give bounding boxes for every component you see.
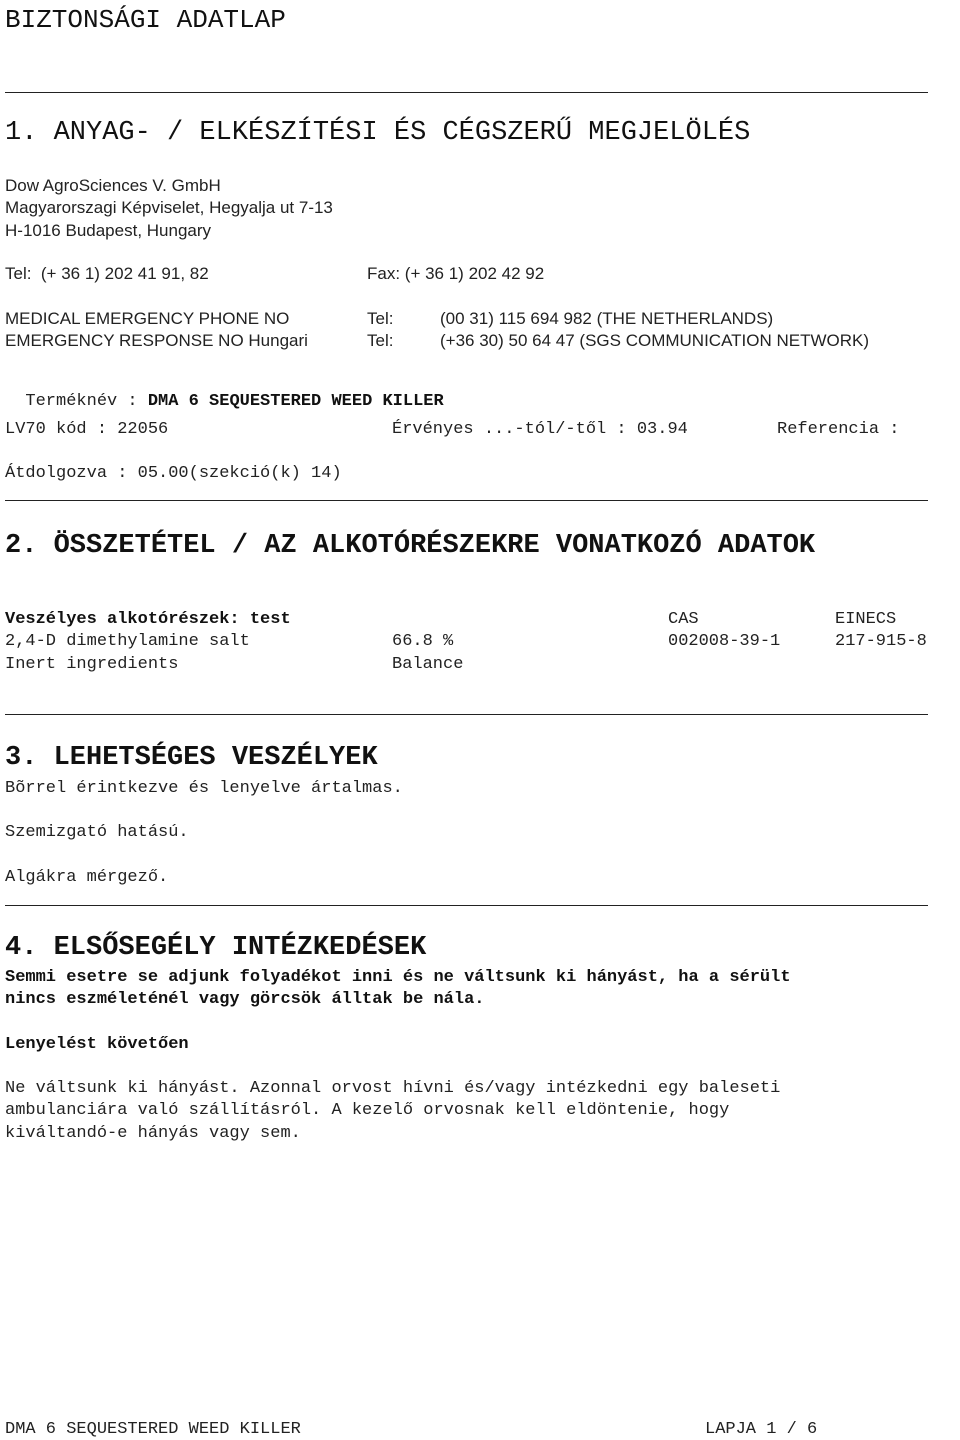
document-title: BIZTONSÁGI ADATLAP (5, 5, 286, 35)
table-header-label: Veszélyes alkotórészek: test (5, 610, 291, 629)
product-label: Terméknév : (25, 392, 148, 411)
hazard-line: Bõrrel érintkezve és lenyelve ártalmas. (5, 779, 403, 798)
table-cell-name: Inert ingredients (5, 655, 179, 674)
ingestion-text: kiváltandó-e hányás vagy sem. (5, 1124, 301, 1143)
hazard-line: Algákra mérgező. (5, 868, 169, 887)
lv70-code: LV70 kód : 22056 (5, 420, 169, 439)
divider (5, 92, 928, 93)
first-aid-warning: nincs eszméleténél vagy görcsök álltak be nála. (5, 990, 485, 1009)
response-tel-label: Tel: (367, 331, 394, 350)
table-cell-einecs: 217-915-8 (835, 632, 927, 651)
product-name: DMA 6 SEQUESTERED WEED KILLER (147, 392, 444, 411)
revised: Átdolgozva : 05.00(szekció(k) 14) (5, 464, 342, 483)
medical-tel-label: Tel: (367, 309, 394, 328)
section-2-heading: 2. ÖSSZETÉTEL / AZ ALKOTÓRÉSZEKRE VONATKOZÓ ADATOK (5, 531, 816, 561)
medical-emergency-phone: (00 31) 115 694 982 (THE NETHERLANDS) (440, 309, 774, 328)
table-cell-amount: 66.8 % (392, 632, 454, 651)
table-cell-name: 2,4-D dimethylamine salt (5, 632, 250, 651)
emergency-response-phone: (+36 30) 50 64 47 (SGS COMMUNICATION NETWORK) (440, 331, 870, 350)
valid-from: Érvényes ...-tól/-től : 03.94 (392, 420, 688, 439)
divider (5, 500, 928, 501)
company-city: H-1016 Budapest, Hungary (5, 221, 212, 240)
emergency-response-label: EMERGENCY RESPONSE NO Hungari (5, 331, 308, 350)
reference: Referencia : (777, 420, 900, 439)
footer-page-number: LAPJA 1 / 6 (705, 1420, 818, 1439)
company-name: Dow AgroSciences V. GmbH (5, 176, 221, 195)
ingestion-subheading: Lenyelést követően (5, 1035, 189, 1054)
table-cell-cas: 002008-39-1 (668, 632, 781, 651)
divider (5, 714, 928, 715)
table-cell-amount: Balance (392, 655, 464, 674)
table-header-einecs: EINECS (835, 610, 897, 629)
section-1-heading: 1. ANYAG- / ELKÉSZÍTÉSI ÉS CÉGSZERŰ MEGJELÖLÉS (5, 118, 751, 148)
company-tel: Tel: (+ 36 1) 202 41 91, 82 (5, 264, 209, 283)
hazard-line: Szemizgató hatású. (5, 823, 189, 842)
company-fax: Fax: (+ 36 1) 202 42 92 (367, 264, 545, 283)
table-header-cas: CAS (668, 610, 699, 629)
section-3-heading: 3. LEHETSÉGES VESZÉLYEK (5, 743, 378, 773)
first-aid-warning: Semmi esetre se adjunk folyadékot inni és ne váltsunk ki hányást, ha a sérült (5, 968, 791, 987)
company-address: Magyarorszagi Képviselet, Hegyalja ut 7-13 (5, 198, 333, 217)
ingestion-text: Ne váltsunk ki hányást. Azonnal orvost hívni és/vagy intézkedni egy baleseti (5, 1079, 781, 1098)
ingestion-text: ambulanciára való szállításról. A kezelő orvosnak kell eldöntenie, hogy (5, 1101, 730, 1120)
medical-emergency-label: MEDICAL EMERGENCY PHONE NO (5, 309, 290, 328)
footer-product: DMA 6 SEQUESTERED WEED KILLER (5, 1420, 301, 1439)
section-4-heading: 4. ELSŐSEGÉLY INTÉZKEDÉSEK (5, 933, 427, 963)
divider (5, 905, 928, 906)
product-line (5, 376, 444, 410)
